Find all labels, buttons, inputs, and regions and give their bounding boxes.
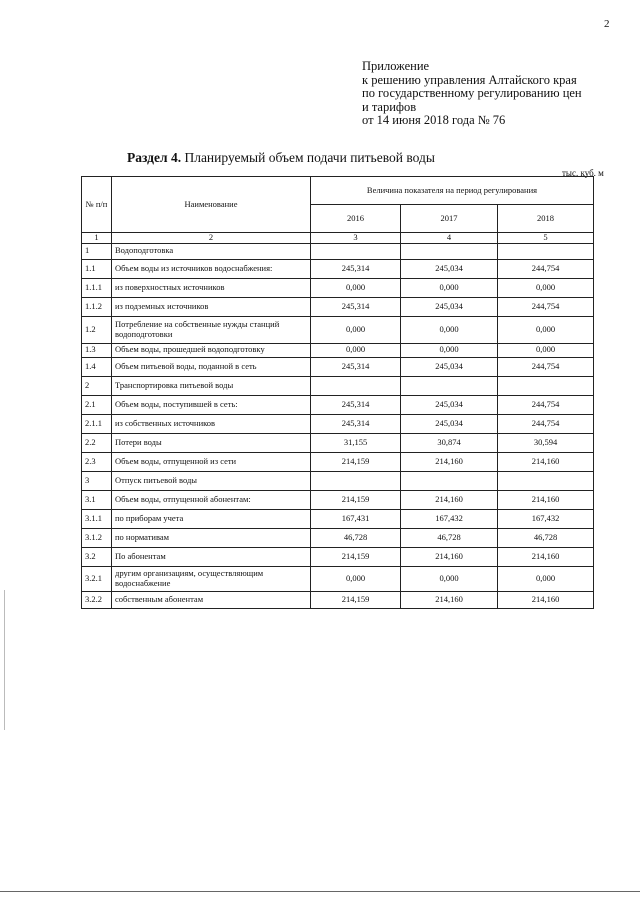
row-value-2018: 46,728 — [498, 528, 594, 547]
row-value-2016: 46,728 — [311, 528, 401, 547]
row-number: 1.1.1 — [82, 278, 112, 297]
column-index: 5 — [498, 233, 594, 244]
row-value-2018: 0,000 — [498, 343, 594, 357]
row-name: другим организациям, осуществляющим водоснабжение — [112, 566, 311, 591]
row-value-2017: 167,432 — [401, 509, 498, 528]
appendix-header — [362, 60, 582, 128]
table-row — [82, 414, 594, 433]
table-row — [82, 452, 594, 471]
row-number: 1.1.2 — [82, 297, 112, 316]
row-value-2016: 0,000 — [311, 316, 401, 343]
row-value-2017 — [401, 243, 498, 259]
header-year-2017: 2017 — [401, 205, 498, 233]
row-name: Транспортировка питьевой воды — [112, 376, 311, 395]
row-value-2016 — [311, 471, 401, 490]
row-value-2017: 245,034 — [401, 414, 498, 433]
row-value-2018: 167,432 — [498, 509, 594, 528]
row-value-2017 — [401, 471, 498, 490]
row-name: по нормативам — [112, 528, 311, 547]
row-name: Отпуск питьевой воды — [112, 471, 311, 490]
row-value-2018: 0,000 — [498, 566, 594, 591]
row-name: Объем воды, прошедшей водоподготовку — [112, 343, 311, 357]
table-row — [82, 490, 594, 509]
row-name: Потребление на собственные нужды станций водоподготовки — [112, 316, 311, 343]
row-value-2018: 244,754 — [498, 395, 594, 414]
header-period: Величина показателя на период регулирования — [311, 177, 594, 205]
scan-margin-line — [4, 590, 5, 730]
row-number: 2.3 — [82, 452, 112, 471]
row-value-2016: 245,314 — [311, 259, 401, 278]
row-name: Объем питьевой воды, поданной в сеть — [112, 357, 311, 376]
row-number: 1.4 — [82, 357, 112, 376]
row-value-2017: 0,000 — [401, 343, 498, 357]
column-index: 3 — [311, 233, 401, 244]
row-value-2018: 0,000 — [498, 278, 594, 297]
row-name: Объем воды из источников водоснабжения: — [112, 259, 311, 278]
table-row — [82, 376, 594, 395]
row-number: 3.2 — [82, 547, 112, 566]
row-value-2016: 214,159 — [311, 490, 401, 509]
row-value-2017: 0,000 — [401, 566, 498, 591]
row-value-2016: 214,159 — [311, 591, 401, 608]
row-value-2016: 245,314 — [311, 395, 401, 414]
table-row — [82, 395, 594, 414]
section-title — [127, 150, 435, 166]
row-number: 3.1 — [82, 490, 112, 509]
row-value-2016: 245,314 — [311, 357, 401, 376]
row-value-2016: 31,155 — [311, 433, 401, 452]
row-value-2017: 245,034 — [401, 395, 498, 414]
row-value-2017: 46,728 — [401, 528, 498, 547]
table-row — [82, 343, 594, 357]
row-value-2017: 30,874 — [401, 433, 498, 452]
row-name: Потери воды — [112, 433, 311, 452]
appendix-line: и тарифов — [362, 99, 417, 114]
row-name: По абонентам — [112, 547, 311, 566]
table-row — [82, 243, 594, 259]
row-value-2018: 244,754 — [498, 259, 594, 278]
appendix-line: от 14 июня 2018 года № 76 — [362, 113, 506, 127]
table-row — [82, 547, 594, 566]
page-number: 2 — [604, 18, 610, 30]
row-value-2017: 214,160 — [401, 591, 498, 608]
row-name: из поверхностных источников — [112, 278, 311, 297]
header-year-2018: 2018 — [498, 205, 594, 233]
row-value-2018: 214,160 — [498, 452, 594, 471]
row-value-2017: 245,034 — [401, 357, 498, 376]
appendix-line: по государственному регулированию цен — [362, 86, 582, 100]
row-name: из подземных источников — [112, 297, 311, 316]
section-label: Раздел 4. — [127, 150, 182, 165]
row-value-2016: 245,314 — [311, 414, 401, 433]
row-value-2018: 244,754 — [498, 297, 594, 316]
row-number: 1 — [82, 243, 112, 259]
water-supply-table — [81, 176, 594, 609]
section-heading: Планируемый объем подачи питьевой воды — [184, 150, 435, 165]
row-value-2017: 214,160 — [401, 547, 498, 566]
row-value-2018: 214,160 — [498, 490, 594, 509]
row-value-2018: 214,160 — [498, 591, 594, 608]
table-row — [82, 278, 594, 297]
row-value-2016: 0,000 — [311, 566, 401, 591]
row-value-2016: 214,159 — [311, 547, 401, 566]
appendix-line: Приложение — [362, 59, 430, 73]
row-name: Объем воды, отпущенной абонентам: — [112, 490, 311, 509]
table-row — [82, 528, 594, 547]
scan-bottom-line — [0, 891, 640, 892]
row-value-2018 — [498, 471, 594, 490]
row-name: по приборам учета — [112, 509, 311, 528]
row-name: Водоподготовка — [112, 243, 311, 259]
row-value-2016: 167,431 — [311, 509, 401, 528]
row-number: 1.3 — [82, 343, 112, 357]
table-row — [82, 591, 594, 608]
column-index: 1 — [82, 233, 112, 244]
row-value-2018 — [498, 243, 594, 259]
table-row — [82, 566, 594, 591]
row-value-2017: 245,034 — [401, 297, 498, 316]
column-index: 2 — [112, 233, 311, 244]
header-name: Наименование — [112, 177, 311, 233]
row-value-2017: 0,000 — [401, 278, 498, 297]
row-value-2017: 0,000 — [401, 316, 498, 343]
appendix-line: к решению управления Алтайского края — [362, 72, 577, 87]
row-name: Объем воды, отпущенной из сети — [112, 452, 311, 471]
row-number: 3.1.1 — [82, 509, 112, 528]
row-value-2016: 0,000 — [311, 278, 401, 297]
row-value-2018: 244,754 — [498, 414, 594, 433]
row-number: 3.1.2 — [82, 528, 112, 547]
row-number: 2 — [82, 376, 112, 395]
row-value-2016: 0,000 — [311, 343, 401, 357]
table-row — [82, 357, 594, 376]
row-number: 1.1 — [82, 259, 112, 278]
table-row — [82, 259, 594, 278]
row-name: Объем воды, поступившей в сеть: — [112, 395, 311, 414]
row-value-2018: 30,594 — [498, 433, 594, 452]
row-number: 2.1 — [82, 395, 112, 414]
units-label: тыс. куб. м — [562, 168, 604, 178]
row-value-2017: 214,160 — [401, 452, 498, 471]
column-index: 4 — [401, 233, 498, 244]
row-number: 2.2 — [82, 433, 112, 452]
row-number: 2.1.1 — [82, 414, 112, 433]
table-row — [82, 316, 594, 343]
table-row — [82, 509, 594, 528]
table-row — [82, 297, 594, 316]
table-row — [82, 433, 594, 452]
row-name: собственным абонентам — [112, 591, 311, 608]
row-value-2016 — [311, 243, 401, 259]
row-number: 1.2 — [82, 316, 112, 343]
row-value-2016 — [311, 376, 401, 395]
row-value-2017 — [401, 376, 498, 395]
header-number: № п/п — [82, 177, 112, 233]
row-value-2018: 244,754 — [498, 357, 594, 376]
header-year-2016: 2016 — [311, 205, 401, 233]
row-value-2017: 214,160 — [401, 490, 498, 509]
row-value-2016: 214,159 — [311, 452, 401, 471]
row-value-2018: 214,160 — [498, 547, 594, 566]
row-value-2017: 245,034 — [401, 259, 498, 278]
row-number: 3.2.1 — [82, 566, 112, 591]
row-value-2016: 245,314 — [311, 297, 401, 316]
row-value-2018 — [498, 376, 594, 395]
table-row — [82, 471, 594, 490]
row-number: 3 — [82, 471, 112, 490]
row-number: 3.2.2 — [82, 591, 112, 608]
row-value-2018: 0,000 — [498, 316, 594, 343]
row-name: из собственных источников — [112, 414, 311, 433]
